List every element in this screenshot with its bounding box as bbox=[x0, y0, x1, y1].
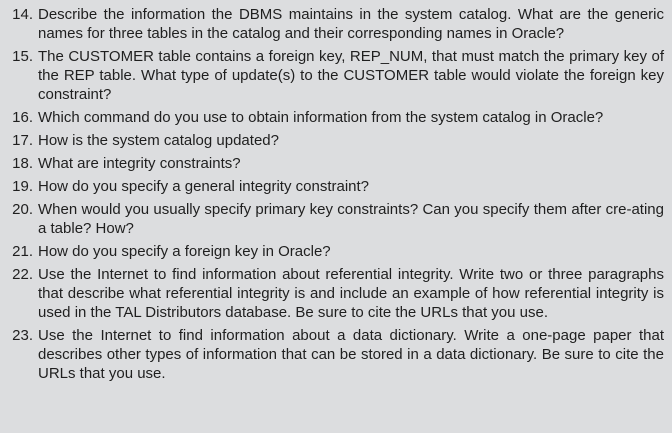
question-text: Use the Internet to find information about referential integrity. Write two or three paragraphs that describe what referential integrity is and include an example of how referential integrity is used in the TAL Distributors database. Be sure to cite the URLs that you use. bbox=[38, 266, 664, 321]
question-22 bbox=[6, 265, 664, 322]
question-15 bbox=[6, 47, 664, 104]
question-number: 22. bbox=[12, 266, 33, 283]
question-text: Describe the information the DBMS maintains in the system catalog. What are the generic names for three tables in the catalog and their corresponding names in Oracle? bbox=[38, 6, 664, 42]
question-17 bbox=[6, 131, 664, 150]
question-18 bbox=[6, 154, 664, 173]
question-number: 20. bbox=[12, 201, 33, 218]
question-19 bbox=[6, 177, 664, 196]
question-text: Use the Internet to find information about a data dictionary. Write a one-page paper that describes other types of information that can be stored in a data dictionary. Be sure to cite the URLs that you use. bbox=[38, 327, 664, 382]
question-text: How is the system catalog updated? bbox=[38, 132, 279, 149]
question-number: 16. bbox=[12, 109, 33, 126]
question-text: The CUSTOMER table contains a foreign key, REP_NUM, that must match the primary key of the REP table. What type of update(s) to the CUSTOMER table would violate the foreign key constraint? bbox=[38, 48, 664, 103]
question-number: 18. bbox=[12, 155, 33, 172]
question-number: 21. bbox=[12, 243, 33, 260]
question-number: 14. bbox=[12, 6, 33, 23]
question-23 bbox=[6, 326, 664, 383]
question-16 bbox=[6, 108, 664, 127]
question-20 bbox=[6, 200, 664, 238]
question-list bbox=[6, 5, 664, 383]
question-number: 15. bbox=[12, 48, 33, 65]
question-21 bbox=[6, 242, 664, 261]
question-text: How do you specify a foreign key in Oracle? bbox=[38, 243, 331, 260]
question-text: How do you specify a general integrity constraint? bbox=[38, 178, 370, 195]
question-text: Which command do you use to obtain information from the system catalog in Oracle? bbox=[38, 109, 604, 126]
question-text: What are integrity constraints? bbox=[38, 155, 241, 172]
question-14 bbox=[6, 5, 664, 43]
question-number: 17. bbox=[12, 132, 33, 149]
question-text: When would you usually specify primary key constraints? Can you specify them after cre-ating a table? How? bbox=[38, 201, 664, 237]
question-number: 23. bbox=[12, 327, 33, 344]
question-number: 19. bbox=[12, 178, 33, 195]
